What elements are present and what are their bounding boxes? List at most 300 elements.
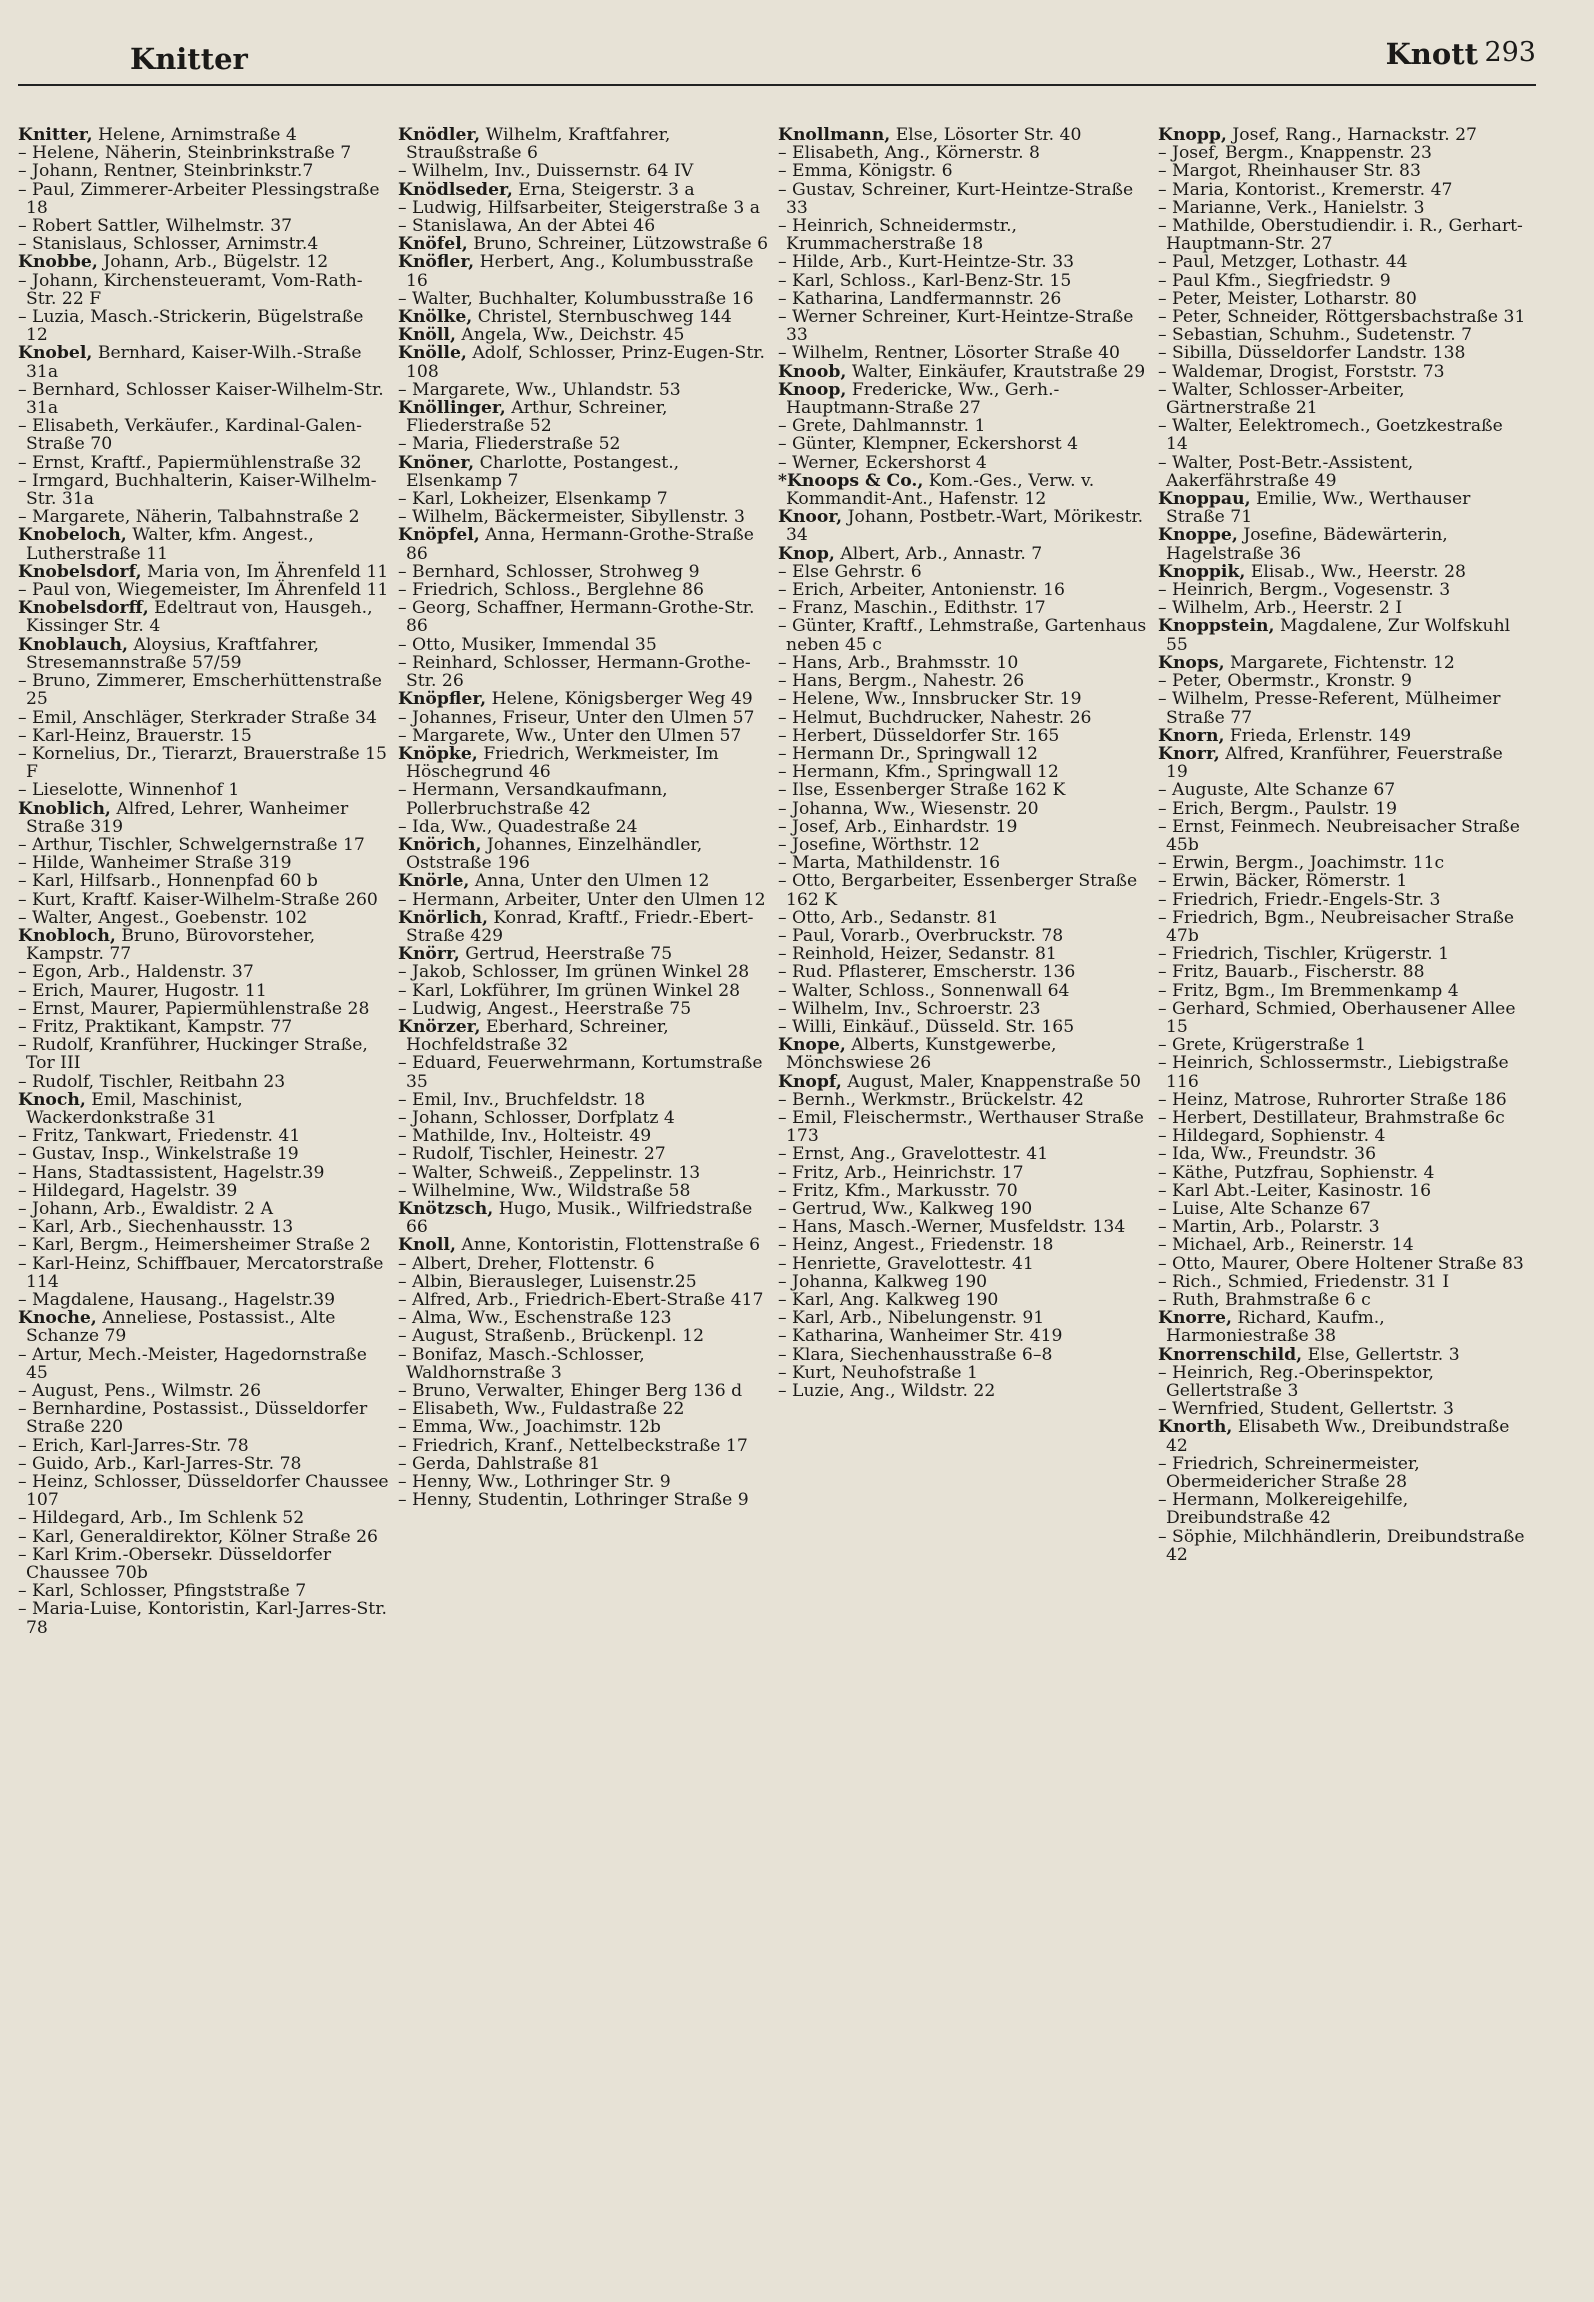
entry-surname: Knitter, bbox=[18, 125, 93, 145]
entry-details: – August, Pens., Wilmstr. 26 bbox=[18, 1381, 262, 1402]
directory-entry bbox=[398, 326, 770, 344]
entry-details: – Josef, Bergm., Knappenstr. 23 bbox=[1158, 143, 1432, 164]
entry-surname: Knödlseder, bbox=[398, 179, 513, 200]
entry-details: – Bernhard, Schlosser Kaiser-Wilhelm-Str. 31a bbox=[18, 379, 384, 419]
directory-entry bbox=[398, 1145, 770, 1163]
entry-details: – Bernhard, Schlosser, Strohweg 9 bbox=[398, 561, 700, 582]
directory-entry bbox=[1158, 1091, 1530, 1109]
directory-entry bbox=[18, 781, 390, 799]
directory-entry bbox=[778, 344, 1150, 362]
entry-details: – Jakob, Schlosser, Im grünen Winkel 28 bbox=[398, 962, 750, 983]
directory-entry bbox=[398, 690, 770, 708]
entry-surname: Knobelsdorff, bbox=[18, 598, 149, 619]
directory-entry bbox=[1158, 909, 1530, 945]
directory-entry bbox=[398, 654, 770, 690]
directory-entry bbox=[18, 1528, 390, 1546]
directory-entry bbox=[398, 563, 770, 581]
directory-entry bbox=[398, 1400, 770, 1418]
entry-details: – Karl, Arb., Nibelungenstr. 91 bbox=[778, 1308, 1045, 1329]
directory-entry bbox=[398, 1491, 770, 1509]
directory-entry bbox=[1158, 781, 1530, 799]
entry-details: – Albert, Dreher, Flottenstr. 6 bbox=[398, 1253, 655, 1274]
directory-entry bbox=[398, 1327, 770, 1345]
directory-entry bbox=[18, 1000, 390, 1018]
directory-entry bbox=[778, 381, 1150, 417]
entry-details: Anne, Kontoristin, Flottenstraße 6 bbox=[455, 1235, 761, 1256]
directory-entry bbox=[1158, 1218, 1530, 1236]
directory-entry bbox=[18, 581, 390, 599]
entry-details: – Maria-Luise, Kontoristin, Karl-Jarres-Str. 78 bbox=[18, 1599, 388, 1638]
entry-details: Aloysius, Kraftfahrer, Stresemannstraße 57/59 bbox=[26, 634, 320, 673]
entry-details: – Paul, Metzger, Lothastr. 44 bbox=[1158, 252, 1408, 273]
entry-details: August, Maler, Knappenstraße 50 bbox=[841, 1071, 1141, 1092]
directory-entry bbox=[1158, 1309, 1530, 1345]
entry-details: Erna, Steigerstr. 3 a bbox=[512, 179, 695, 200]
directory-entry bbox=[778, 727, 1150, 745]
entry-details: – Stanislaus, Schlosser, Arnimstr.4 bbox=[18, 234, 319, 255]
directory-entry bbox=[1158, 891, 1530, 909]
entry-details: Johann, Postbetr.-Wart, Mörikestr. 34 bbox=[786, 507, 1144, 546]
directory-entry bbox=[18, 1455, 390, 1473]
directory-entry bbox=[1158, 599, 1530, 617]
directory-entry bbox=[18, 1218, 390, 1236]
directory-entry bbox=[778, 818, 1150, 836]
directory-entry bbox=[398, 1291, 770, 1309]
entry-surname: Knöfel, bbox=[398, 234, 468, 255]
entry-details: – Helmut, Buchdrucker, Nahestr. 26 bbox=[778, 707, 1092, 728]
directory-entry bbox=[778, 654, 1150, 672]
entry-details: Charlotte, Postangest., Elsenkamp 7 bbox=[406, 452, 680, 491]
directory-entry bbox=[398, 490, 770, 508]
directory-entry bbox=[398, 727, 770, 745]
entry-details: – Johannes, Friseur, Unter den Ulmen 57 bbox=[398, 707, 755, 728]
directory-entry bbox=[778, 1346, 1150, 1364]
directory-entry bbox=[1158, 181, 1530, 199]
directory-entry bbox=[778, 836, 1150, 854]
directory-entry bbox=[398, 581, 770, 599]
entry-details: – Lieselotte, Winnenhof 1 bbox=[18, 780, 240, 801]
entry-surname: Knoob, bbox=[778, 361, 847, 382]
entry-details: – Käthe, Putzfrau, Sophienstr. 4 bbox=[1158, 1162, 1435, 1183]
directory-entry bbox=[398, 1200, 770, 1236]
entry-surname: Knobloch, bbox=[18, 925, 116, 946]
directory-entry bbox=[398, 1164, 770, 1182]
entry-details: Anna, Unter den Ulmen 12 bbox=[469, 871, 710, 892]
entry-details: Albert, Arb., Annastr. 7 bbox=[834, 543, 1043, 564]
entry-surname: Knoche, bbox=[18, 1308, 97, 1329]
directory-entry bbox=[398, 290, 770, 308]
directory-entry bbox=[778, 1309, 1150, 1327]
entry-details: – Rich., Schmied, Friedenstr. 31 I bbox=[1158, 1271, 1450, 1292]
entry-details: – Erwin, Bergm., Joachimstr. 11c bbox=[1158, 853, 1445, 874]
directory-entry bbox=[1158, 1491, 1530, 1527]
directory-entry bbox=[778, 563, 1150, 581]
directory-entry bbox=[778, 854, 1150, 872]
directory-entry bbox=[1158, 272, 1530, 290]
entry-surname: Knöpfler, bbox=[398, 689, 487, 710]
directory-entry bbox=[778, 1200, 1150, 1218]
entry-details: – Guido, Arb., Karl-Jarres-Str. 78 bbox=[18, 1453, 302, 1474]
directory-entry bbox=[1158, 1200, 1530, 1218]
directory-entry bbox=[398, 636, 770, 654]
entry-details: Hugo, Musik., Wilfriedstraße 66 bbox=[406, 1198, 753, 1238]
entry-details: – Luise, Alte Schanze 67 bbox=[1158, 1198, 1371, 1219]
directory-entry bbox=[398, 508, 770, 526]
entry-surname: Knörzer, bbox=[398, 1016, 481, 1037]
entry-details: – Bruno, Verwalter, Ehinger Berg 136 d bbox=[398, 1381, 743, 1402]
entry-details: – Erich, Bergm., Paulstr. 19 bbox=[1158, 798, 1398, 819]
directory-entry bbox=[18, 1200, 390, 1218]
directory-entry bbox=[18, 927, 390, 963]
entry-details: – Ludwig, Angest., Heerstraße 75 bbox=[398, 998, 692, 1019]
directory-entry bbox=[778, 1364, 1150, 1382]
entry-details: – Bruno, Zimmerer, Emscherhüttenstraße 25 bbox=[18, 671, 382, 710]
entry-surname: Knopp, bbox=[1158, 125, 1227, 145]
directory-entry bbox=[778, 144, 1150, 162]
entry-details: – Else Gehrstr. 6 bbox=[778, 561, 922, 582]
entry-details: – Grete, Dahlmannstr. 1 bbox=[778, 416, 986, 437]
directory-entry bbox=[778, 253, 1150, 271]
entry-details: – Friedrich, Tischler, Krügerstr. 1 bbox=[1158, 944, 1450, 965]
directory-entry bbox=[778, 1236, 1150, 1254]
directory-entry bbox=[778, 581, 1150, 599]
entry-details: – Josef, Arb., Einhardstr. 19 bbox=[778, 816, 1018, 837]
directory-entry bbox=[778, 1327, 1150, 1345]
directory-entry bbox=[1158, 290, 1530, 308]
directory-entry bbox=[1158, 1054, 1530, 1090]
directory-entry bbox=[1158, 1236, 1530, 1254]
directory-entry bbox=[398, 1091, 770, 1109]
directory-entry bbox=[1158, 1418, 1530, 1454]
directory-entry bbox=[18, 1164, 390, 1182]
entry-details: Alberts, Kunstgewerbe, Mönchswiese 26 bbox=[786, 1035, 1057, 1074]
entry-details: – Johann, Rentner, Steinbrinkstr.7 bbox=[18, 161, 314, 182]
directory-entry bbox=[1158, 126, 1530, 144]
entry-details: – Artur, Mech.-Meister, Hagedornstraße 45 bbox=[18, 1344, 367, 1383]
entry-surname: Knorrenschild, bbox=[1158, 1344, 1303, 1365]
directory-entry bbox=[1158, 162, 1530, 180]
directory-entry bbox=[1158, 800, 1530, 818]
directory-entry bbox=[398, 963, 770, 981]
directory-entry bbox=[778, 1091, 1150, 1109]
entry-details: – Heinrich, Reg.-Oberinspektor, Gellertstraße 3 bbox=[1158, 1362, 1435, 1402]
directory-entry bbox=[1158, 872, 1530, 890]
entry-surname: Knölke, bbox=[398, 307, 473, 328]
entry-details: – Günter, Klempner, Eckershorst 4 bbox=[778, 434, 1079, 455]
directory-entry bbox=[18, 272, 390, 308]
directory-entry bbox=[1158, 199, 1530, 217]
directory-entry bbox=[1158, 1291, 1530, 1309]
entry-details: – Wilhelm, Rentner, Lösorter Straße 40 bbox=[778, 343, 1120, 364]
entry-details: Angela, Ww., Deichstr. 45 bbox=[455, 325, 685, 346]
directory-entry bbox=[18, 526, 390, 562]
entry-details: – Gustav, Insp., Winkelstraße 19 bbox=[18, 1144, 299, 1165]
directory-entry bbox=[18, 709, 390, 727]
entry-surname: Knöfler, bbox=[398, 252, 475, 273]
directory-entry bbox=[1158, 1400, 1530, 1418]
directory-entry bbox=[398, 982, 770, 1000]
entry-details: – Hermann, Molkereigehilfe, Dreibundstraße 42 bbox=[1158, 1490, 1409, 1529]
entry-details: – August, Straßenb., Brückenpl. 12 bbox=[398, 1326, 705, 1347]
entry-details: – Otto, Bergarbeiter, Essenberger Straße 162 K bbox=[778, 871, 1138, 910]
directory-entry bbox=[778, 126, 1150, 144]
directory-entry bbox=[18, 454, 390, 472]
directory-entry bbox=[18, 982, 390, 1000]
entry-details: Gertrud, Heerstraße 75 bbox=[459, 944, 673, 965]
entry-details: – Otto, Musiker, Immendal 35 bbox=[398, 634, 657, 655]
entry-details: – Karl-Heinz, Schiffbauer, Mercatorstraße 114 bbox=[18, 1253, 384, 1292]
directory-entry bbox=[398, 872, 770, 890]
entry-details: – Emil, Fleischermstr., Werthauser Straße 173 bbox=[778, 1107, 1144, 1147]
entry-details: – Ludwig, Hilfsarbeiter, Steigerstraße 3 a bbox=[398, 197, 761, 218]
directory-entry bbox=[778, 1291, 1150, 1309]
entry-details: – Friedrich, Schreinermeister, Obermeidericher Straße 28 bbox=[1158, 1453, 1420, 1493]
entry-details: – Karl, Lokheizer, Elsenkamp 7 bbox=[398, 489, 668, 510]
entry-details: – Stanislawa, An der Abtei 46 bbox=[398, 216, 656, 237]
directory-entry bbox=[1158, 727, 1530, 745]
page-number: 293 bbox=[1484, 37, 1536, 68]
directory-entry bbox=[1158, 1455, 1530, 1491]
directory-entry bbox=[398, 745, 770, 781]
entry-details: – Michael, Arb., Reinerstr. 14 bbox=[1158, 1235, 1414, 1256]
directory-entry bbox=[398, 235, 770, 253]
entry-details: – Auguste, Alte Schanze 67 bbox=[1158, 780, 1396, 801]
directory-entry bbox=[398, 381, 770, 399]
directory-entry bbox=[398, 781, 770, 817]
directory-entry bbox=[778, 1182, 1150, 1200]
directory-entry bbox=[778, 690, 1150, 708]
directory-entry bbox=[18, 181, 390, 217]
directory-entry bbox=[18, 800, 390, 836]
entry-surname: Knoblauch, bbox=[18, 634, 129, 655]
directory-entry bbox=[18, 836, 390, 854]
entry-details: Adolf, Schlosser, Prinz-Eugen-Str. 108 bbox=[406, 343, 766, 382]
directory-entry bbox=[18, 599, 390, 635]
directory-entry bbox=[1158, 144, 1530, 162]
entry-details: – Erich, Karl-Jarres-Str. 78 bbox=[18, 1435, 249, 1456]
entry-surname: Knödler, bbox=[398, 125, 481, 145]
entry-details: – Bernhardine, Postassist., Düsseldorfer Straße 220 bbox=[18, 1399, 368, 1438]
entry-details: – Luzie, Ang., Wildstr. 22 bbox=[778, 1381, 996, 1402]
directory-entry bbox=[778, 1036, 1150, 1072]
directory-entry bbox=[778, 963, 1150, 981]
entry-details: – Gustav, Schreiner, Kurt-Heintze-Straße 33 bbox=[778, 179, 1134, 218]
entry-details: – Walter, Angest., Goebenstr. 102 bbox=[18, 907, 308, 928]
entry-details: – Georg, Schaffner, Hermann-Grothe-Str. 86 bbox=[398, 598, 755, 637]
directory-entry bbox=[18, 1255, 390, 1291]
entry-details: – Rud. Pflasterer, Emscherstr. 136 bbox=[778, 962, 1076, 983]
entry-surname: Knobelsdorf, bbox=[18, 561, 142, 582]
directory-entry bbox=[1158, 381, 1530, 417]
directory-entry bbox=[1158, 1109, 1530, 1127]
directory-entry bbox=[1158, 1000, 1530, 1036]
directory-entry bbox=[18, 1236, 390, 1254]
entry-details: Alfred, Lehrer, Wanheimer Straße 319 bbox=[26, 798, 349, 837]
entry-surname: Knope, bbox=[778, 1035, 846, 1056]
entry-details: Emil, Maschinist, Wackerdonkstraße 31 bbox=[26, 1089, 243, 1128]
directory-columns bbox=[18, 86, 1536, 1637]
directory-entry bbox=[398, 435, 770, 453]
entry-details: – Otto, Maurer, Obere Holtener Straße 83 bbox=[1158, 1253, 1524, 1274]
directory-entry bbox=[778, 290, 1150, 308]
entry-surname: Knöpke, bbox=[398, 743, 478, 764]
entry-surname: Knobeloch, bbox=[18, 525, 127, 546]
directory-entry bbox=[778, 181, 1150, 217]
directory-entry bbox=[398, 1346, 770, 1382]
entry-details: Maria von, Im Ährenfeld 11 bbox=[141, 561, 389, 582]
directory-entry bbox=[18, 417, 390, 453]
entry-details: – Karl Krim.-Obersekr. Düsseldorfer Chaussee 70b bbox=[18, 1544, 332, 1584]
entry-details: – Hermann, Kfm., Springwall 12 bbox=[778, 762, 1059, 783]
entry-details: – Fritz, Praktikant, Kampstr. 77 bbox=[18, 1016, 293, 1037]
entry-details: – Johann, Kirchensteueramt, Vom-Rath-Str. 22 F bbox=[18, 270, 363, 309]
entry-details: Bruno, Schreiner, Lützowstraße 6 bbox=[467, 234, 769, 255]
directory-entry bbox=[778, 472, 1150, 508]
entry-details: – Karl, Schlosser, Pfingststraße 7 bbox=[18, 1581, 307, 1602]
entry-surname: Knoppau, bbox=[1158, 489, 1251, 510]
directory-entry bbox=[778, 545, 1150, 563]
entry-surname: Knobel, bbox=[18, 343, 93, 364]
column-1 bbox=[18, 126, 390, 1637]
directory-entry bbox=[398, 308, 770, 326]
directory-entry bbox=[18, 636, 390, 672]
entry-details: – Mathilde, Oberstudiendir. i. R., Gerhart-Hauptmann-Str. 27 bbox=[1158, 216, 1523, 255]
directory-entry bbox=[1158, 1364, 1530, 1400]
entry-details: – Hilde, Arb., Kurt-Heintze-Str. 33 bbox=[778, 252, 1075, 273]
entry-details: – Henny, Ww., Lothringer Str. 9 bbox=[398, 1472, 671, 1493]
entry-surname: Knoblich, bbox=[18, 798, 111, 819]
entry-surname: Knorr, bbox=[1158, 743, 1220, 764]
directory-entry bbox=[398, 909, 770, 945]
entry-details: – Reinhard, Schlosser, Hermann-Grothe-Str. 26 bbox=[398, 652, 751, 692]
directory-entry bbox=[778, 1218, 1150, 1236]
entry-details: – Friedrich, Bgm., Neubreisacher Straße 47b bbox=[1158, 907, 1515, 946]
page-header bbox=[18, 34, 1536, 86]
entry-details: Elisabeth Ww., Dreibundstraße 42 bbox=[1166, 1417, 1510, 1456]
entry-details: – Henny, Studentin, Lothringer Straße 9 bbox=[398, 1490, 749, 1511]
directory-entry bbox=[18, 1400, 390, 1436]
directory-entry bbox=[18, 727, 390, 745]
entry-details: – Johanna, Ww., Wiesenstr. 20 bbox=[778, 798, 1039, 819]
entry-details: – Arthur, Tischler, Schwelgernstraße 17 bbox=[18, 834, 365, 855]
directory-entry bbox=[18, 1291, 390, 1309]
entry-surname: Knollmann, bbox=[778, 125, 891, 145]
directory-entry bbox=[398, 526, 770, 562]
directory-entry bbox=[778, 272, 1150, 290]
entry-surname: Knöpfel, bbox=[398, 525, 480, 546]
directory-entry bbox=[18, 1073, 390, 1091]
entry-details: – Willi, Einkäuf., Düsseld. Str. 165 bbox=[778, 1016, 1075, 1037]
entry-surname: Knölle, bbox=[398, 343, 467, 364]
directory-entry bbox=[398, 199, 770, 217]
directory-entry bbox=[1158, 326, 1530, 344]
directory-entry bbox=[778, 927, 1150, 945]
directory-entry bbox=[398, 1018, 770, 1054]
entry-details: – Hans, Arb., Brahmsstr. 10 bbox=[778, 652, 1019, 673]
directory-entry bbox=[1158, 363, 1530, 381]
entry-details: – Ruth, Brahmstraße 6 c bbox=[1158, 1290, 1371, 1310]
directory-entry bbox=[1158, 1182, 1530, 1200]
entry-details: – Heinrich, Bergm., Vogesenstr. 3 bbox=[1158, 580, 1451, 601]
entry-surname: Knoop, bbox=[778, 379, 847, 400]
entry-details: – Grete, Krügerstraße 1 bbox=[1158, 1035, 1366, 1056]
directory-entry bbox=[398, 344, 770, 380]
entry-details: – Katharina, Wanheimer Str. 419 bbox=[778, 1326, 1063, 1347]
entry-details: – Wernfried, Student, Gellertstr. 3 bbox=[1158, 1399, 1454, 1420]
entry-details: – Karl, Hilfsarb., Honnenpfad 60 b bbox=[18, 871, 318, 892]
entry-details: – Ida, Ww., Quadestraße 24 bbox=[398, 816, 638, 837]
entry-details: – Erwin, Bäcker, Römerstr. 1 bbox=[1158, 871, 1408, 892]
entry-details: – Irmgard, Buchhalterin, Kaiser-Wilhelm-Str. 31a bbox=[18, 470, 377, 510]
directory-entry bbox=[778, 617, 1150, 653]
directory-entry bbox=[1158, 253, 1530, 271]
directory-entry bbox=[18, 235, 390, 253]
entry-details: – Rudolf, Kranführer, Huckinger Straße, Tor III bbox=[18, 1035, 368, 1074]
entry-details: – Sibilla, Düsseldorfer Landstr. 138 bbox=[1158, 343, 1466, 364]
directory-entry bbox=[398, 1309, 770, 1327]
entry-details: Konrad, Kraftf., Friedr.-Ebert-Straße 429 bbox=[406, 907, 754, 946]
directory-entry bbox=[18, 854, 390, 872]
entry-details: – Walter, Schloss., Sonnenwall 64 bbox=[778, 980, 1070, 1001]
directory-entry bbox=[18, 1145, 390, 1163]
entry-details: – Werner Schreiner, Kurt-Heintze-Straße 33 bbox=[778, 307, 1134, 346]
entry-details: – Hermann, Versandkaufmann, Pollerbruchstraße 42 bbox=[398, 780, 668, 819]
directory-entry bbox=[18, 344, 390, 380]
entry-details: – Bernh., Werkmstr., Brückelstr. 42 bbox=[778, 1089, 1084, 1110]
directory-entry bbox=[1158, 963, 1530, 981]
entry-surname: Knöllinger, bbox=[398, 398, 506, 419]
directory-entry bbox=[398, 1236, 770, 1254]
entry-details: – Wilhelm, Inv., Schroerstr. 23 bbox=[778, 998, 1041, 1019]
directory-entry bbox=[1158, 672, 1530, 690]
entry-details: – Hildegard, Hagelstr. 39 bbox=[18, 1180, 238, 1201]
directory-entry bbox=[778, 800, 1150, 818]
directory-entry bbox=[18, 1036, 390, 1072]
entry-surname: Knoll, bbox=[398, 1235, 456, 1256]
entry-details: Edeltraut von, Hausgeh., Kissinger Str. 4 bbox=[26, 598, 373, 637]
directory-entry bbox=[398, 1437, 770, 1455]
directory-entry bbox=[1158, 945, 1530, 963]
directory-entry bbox=[398, 217, 770, 235]
entry-surname: Knörlich, bbox=[398, 907, 488, 928]
column-4 bbox=[1158, 126, 1530, 1637]
directory-entry bbox=[18, 672, 390, 708]
directory-entry bbox=[18, 162, 390, 180]
entry-details: Walter, Einkäufer, Krautstraße 29 bbox=[846, 361, 1146, 382]
entry-details: – Erich, Maurer, Hugostr. 11 bbox=[18, 980, 267, 1001]
entry-surname: Knorn, bbox=[1158, 725, 1225, 746]
entry-details: – Helene, Näherin, Steinbrinkstraße 7 bbox=[18, 143, 352, 164]
entry-details: – Paul von, Wiegemeister, Im Ährenfeld 11 bbox=[18, 580, 389, 601]
entry-surname: Knoch, bbox=[18, 1089, 86, 1110]
entry-details: – Karl Abt.-Leiter, Kasinostr. 16 bbox=[1158, 1180, 1431, 1201]
directory-entry bbox=[778, 599, 1150, 617]
entry-details: – Karl, Ang. Kalkweg 190 bbox=[778, 1290, 999, 1310]
directory-entry bbox=[778, 417, 1150, 435]
entry-details: – Hans, Stadtassistent, Hagelstr.39 bbox=[18, 1162, 325, 1183]
entry-details: Anna, Hermann-Grothe-Straße 86 bbox=[406, 525, 754, 564]
entry-details: – Gerda, Dahlstraße 81 bbox=[398, 1453, 601, 1474]
entry-details: – Gerhard, Schmied, Oberhausener Allee 15 bbox=[1158, 998, 1516, 1037]
directory-entry bbox=[398, 945, 770, 963]
entry-details: – Luzia, Masch.-Strickerin, Bügelstraße 12 bbox=[18, 307, 364, 346]
directory-entry bbox=[18, 308, 390, 344]
directory-entry bbox=[778, 435, 1150, 453]
entry-details: – Kurt, Neuhofstraße 1 bbox=[778, 1362, 978, 1383]
entry-details: Frieda, Erlenstr. 149 bbox=[1224, 725, 1412, 746]
entry-details: – Walter, Schlosser-Arbeiter, Gärtnerstraße 21 bbox=[1158, 379, 1405, 419]
entry-details: – Gertrud, Ww., Kalkweg 190 bbox=[778, 1198, 1033, 1219]
